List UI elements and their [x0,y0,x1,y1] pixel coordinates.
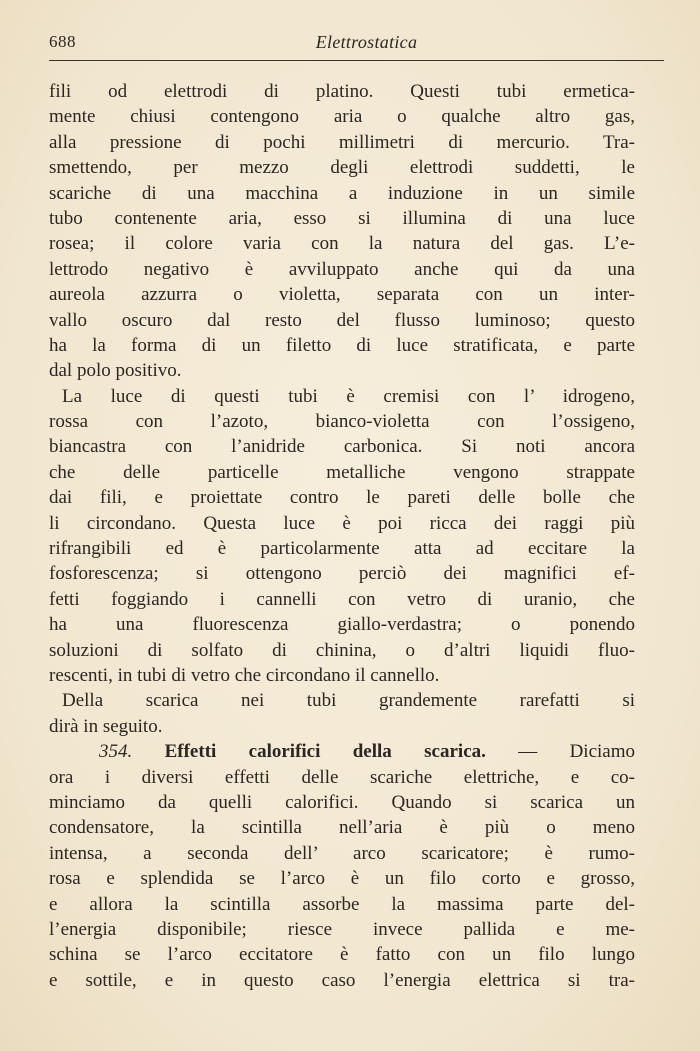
text-line: fetti foggiando i cannelli con vetro di uranio, che [49,588,635,610]
text-line: ha la forma di un filetto di luce stratificata, e parte [49,334,635,356]
section-heading-line [49,739,635,764]
text-line: La luce di questi tubi è cremisi con l’ idrogeno, [62,385,635,407]
text-line: ha una fluorescenza giallo-verdastra; o ponendo [49,614,635,636]
text-line: li circondano. Questa luce è poi ricca dei raggi più [49,512,635,534]
body-text [49,79,635,993]
text-line: condensatore, la scintilla nell’aria è più o meno [49,817,635,839]
text-line: aureola azzurra o violetta, separata con un inter- [49,284,635,306]
text-line: smettendo, per mezzo degli elettrodi suddetti, le [49,157,635,179]
text-line: rosa e splendida se l’arco è un filo corto e grosso, [49,868,635,890]
text-line: dai fili, e proiettate contro le pareti delle bolle che [49,487,635,509]
text-line: minciamo da quelli calorifici. Quando si scarica un [49,791,635,813]
text-line: scariche di una macchina a induzione in un simile [49,182,635,204]
text-line: l’energia disponibile; riesce invece pallida e me- [49,918,635,940]
text-line: rosea; il colore varia con la natura del gas. L’e- [49,233,635,255]
text-line: dal polo positivo. [49,360,182,382]
text-line: tubo contenente aria, esso si illumina di una luce [49,207,635,229]
text-line: lettrodo negativo è avviluppato anche qui da una [49,258,635,280]
page-number: 688 [49,32,76,51]
text-line: rifrangibili ed è particolarmente atta ad eccitare la [49,538,635,560]
text-line: e allora la scintilla assorbe la massima parte del- [49,893,635,915]
text-line: che delle particelle metalliche vengono strappate [49,461,635,483]
section-number: 354. [99,741,133,763]
text-line: soluzioni di solfato di chinina, o d’altri liquidi fluo- [49,639,635,661]
text-line: Della scarica nei tubi grandemente rarefatti si [62,690,635,712]
text-line: dirà in seguito. [49,715,163,737]
text-line: fosforescenza; si ottengono perciò dei magnifici ef- [49,563,635,585]
section-first-line-text: — Diciamo [485,741,635,763]
text-line: intensa, a seconda dell’ arco scaricatore; è rumo- [49,842,635,864]
page-header [49,30,664,61]
text-line: alla pressione di pochi millimetri di mercurio. Tra- [49,131,635,153]
running-title: Elettrostatica [315,32,418,52]
text-line: mente chiusi contengono aria o qualche altro gas, [49,106,635,128]
text-line: vallo oscuro dal resto del flusso luminoso; questo [49,309,635,331]
text-line: rossa con l’azoto, bianco-violetta con l’ossigeno, [49,411,635,433]
text-line: schina se l’arco eccitatore è fatto con un filo lungo [49,944,635,966]
text-line: ora i diversi effetti delle scariche elettriche, e co- [49,766,635,788]
text-line: e sottile, e in questo caso l’energia elettrica si tra- [49,969,635,991]
section-title: Effetti calorifici della scarica. [164,741,486,763]
text-line: rescenti, in tubi di vetro che circondano il cannello. [49,664,440,686]
text-line: biancastra con l’anidride carbonica. Si noti ancora [49,436,635,458]
text-line: fili od elettrodi di platino. Questi tubi ermetica- [49,81,635,102]
